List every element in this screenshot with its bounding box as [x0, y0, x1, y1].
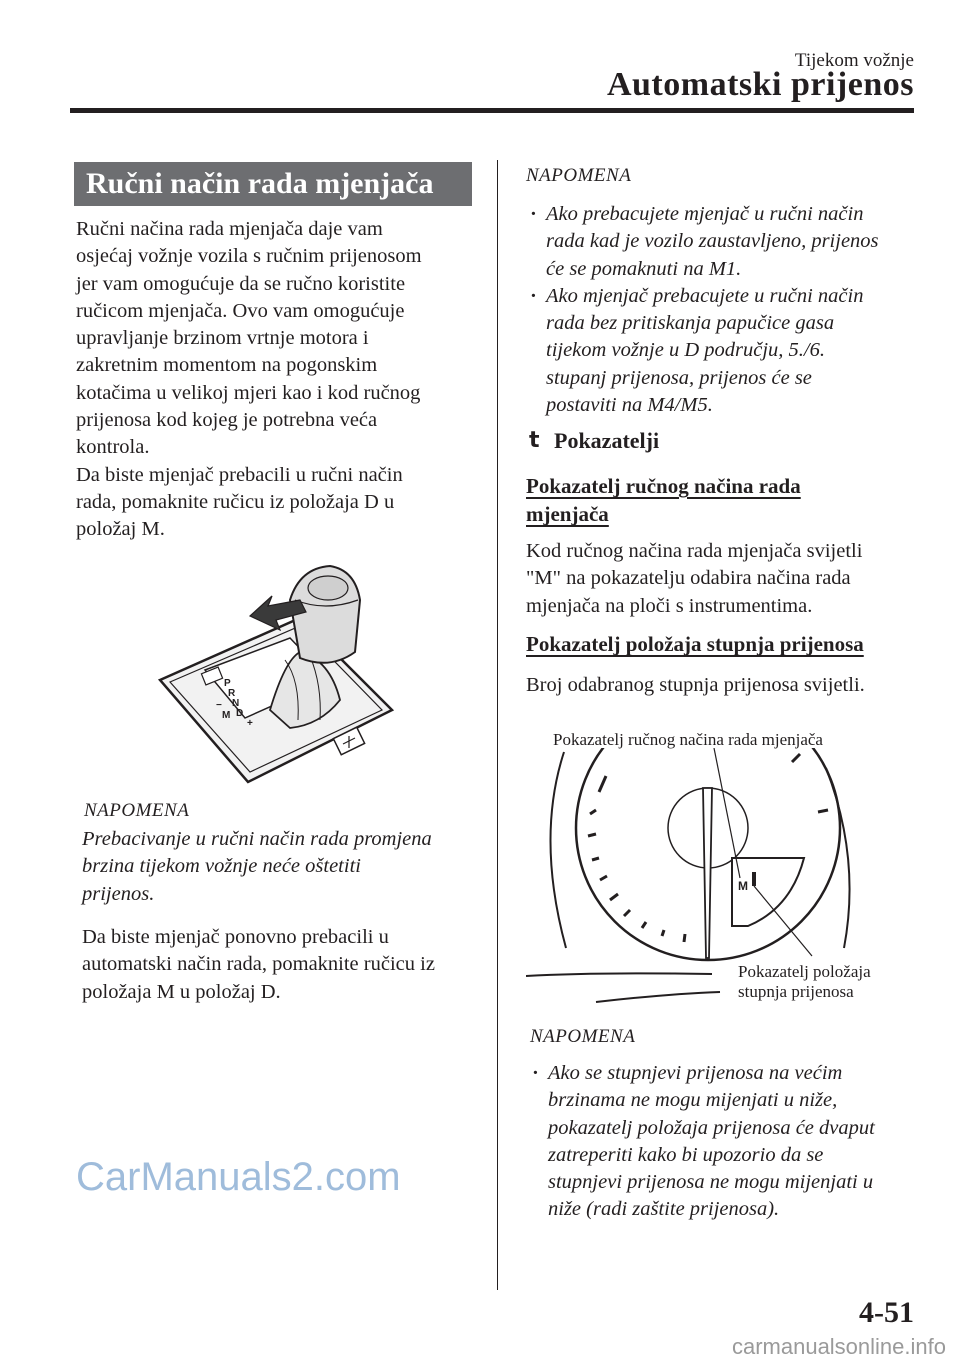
- gate-label: R: [228, 688, 236, 699]
- text-line: upravljanje brzinom vrtnje motora i: [76, 327, 369, 350]
- text-line: ručicom mjenjača. Ovo vam omogućuje: [76, 299, 405, 322]
- watermark-logo: CarManuals2.com: [76, 1155, 401, 1199]
- gear-position-digit: [752, 872, 756, 886]
- text-line: brzinama ne mogu mijenjati u niže,: [548, 1089, 838, 1112]
- text-line: pokazatelj položaja prijenosa će dvaput: [548, 1116, 875, 1139]
- running-header-title: Automatski prijenos: [606, 66, 914, 103]
- section-title: Ručni način rada mjenjača: [74, 162, 472, 206]
- text-line: stupnja prijenosa: [738, 982, 854, 1001]
- indicators-heading: Pokazatelji: [554, 428, 660, 453]
- gate-label: P: [224, 678, 231, 689]
- text-line: rada kad je vozilo zaustavljeno, prijenos: [546, 230, 879, 253]
- text-line: · Ako mjenjač prebacujete u ručni način: [546, 284, 864, 307]
- text-line: · Ako se stupnjevi prijenosa na većim: [548, 1062, 843, 1084]
- callout-gear-position: [738, 962, 871, 1002]
- text-line: rada, pomaknite ručicu iz položaja D u: [76, 490, 395, 513]
- text-line: položaja M u položaj D.: [82, 980, 281, 1003]
- text-line: niže (radi zaštite prijenosa).: [548, 1198, 780, 1221]
- leader-line-top: [714, 748, 740, 878]
- gate-label: M: [222, 710, 231, 721]
- text-line: Prebacivanje u ručni način rada promjena: [82, 828, 432, 850]
- text-line: Da biste mjenjač ponovno prebacili u: [82, 926, 389, 948]
- heading-marker: t: [529, 428, 540, 453]
- dash-line-upper: [526, 973, 712, 976]
- shift-lever-illustration: [150, 560, 400, 790]
- text-line: zakretnim momentom na pogonskim: [76, 354, 378, 377]
- text-line: rada bez pritiskanja papučice gasa: [546, 312, 835, 335]
- text-line: mjenjača na ploči s instrumentima.: [526, 594, 813, 617]
- text-line: položaj M.: [76, 518, 165, 541]
- gate-label: −: [216, 700, 222, 711]
- callout-manual-mode: Pokazatelj ručnog načina rada mjenjača: [553, 730, 823, 749]
- text-line: Da biste mjenjač prebacili u ručni način: [76, 463, 403, 486]
- text-line: zatreperiti kako bi upozorio da se: [548, 1143, 824, 1166]
- text-line: će se pomaknuti na M1.: [546, 257, 742, 280]
- knob-top: [308, 576, 348, 600]
- subheading-manual-mode-indicator: [526, 472, 801, 528]
- watermark-url: carmanualsonline.info: [731, 1334, 946, 1359]
- gate-label: +: [247, 718, 253, 729]
- gauge-needle: [703, 788, 712, 958]
- text-line: stupanj prijenosa, prijenos će se: [546, 366, 812, 389]
- note-bullets: [530, 1060, 930, 1224]
- note-bullets: [528, 201, 928, 419]
- note-text: [82, 826, 492, 908]
- text-line: kotačima u velikoj mjeri kao i kod ručnog: [76, 381, 421, 404]
- text-line: mjenjača: [526, 502, 609, 526]
- text-line: "M" na pokazatelju odabira načina rada: [526, 567, 851, 590]
- dash-line-lower: [596, 992, 720, 1002]
- gear-position-indicator-text: Broj odabranog stupnja prijenosa svijetli.: [526, 674, 865, 696]
- note-bullet: [530, 1060, 930, 1224]
- text-line: prijenos.: [82, 882, 155, 905]
- text-line: automatski način rada, pomaknite ručicu iz: [82, 953, 435, 976]
- text-line: brzina tijekom vožnje neće oštetiti: [82, 855, 361, 878]
- gate-label: N: [232, 698, 240, 709]
- running-header-section: Tijekom vožnje: [794, 50, 914, 71]
- manual-mode-indicator-letter: M: [738, 879, 748, 893]
- note-heading: NAPOMENA: [526, 165, 632, 186]
- text-line: Pokazatelj ručnog načina rada: [526, 474, 801, 498]
- text-line: jer vam omogućuje da se ručno koristite: [76, 272, 406, 295]
- note-heading: NAPOMENA: [84, 800, 190, 821]
- note-heading: NAPOMENA: [530, 1026, 636, 1047]
- cluster-outer-arc-left: [550, 752, 566, 948]
- intro-paragraph: [76, 216, 486, 544]
- note-bullet: [528, 283, 928, 419]
- text-line: Ručni načina rada mjenjača daje vam: [76, 218, 383, 240]
- text-line: stupnjevi prijenosa ne mogu mijenjati u: [548, 1171, 874, 1194]
- text-line: Pokazatelj položaja: [738, 962, 871, 981]
- page-number: 4-51: [859, 1296, 914, 1329]
- subheading-gear-position-indicator: Pokazatelj položaja stupnja prijenosa: [526, 632, 864, 656]
- text-line: · Ako prebacujete mjenjač u ručni način: [546, 203, 864, 225]
- text-line: Kod ručnog načina rada mjenjača svijetli: [526, 540, 863, 562]
- return-paragraph: [82, 924, 492, 1006]
- note-bullet: [528, 201, 928, 283]
- text-line: prijenosa kod kojeg je potrebna veća: [76, 409, 378, 432]
- text-line: tijekom vožnje u D području, 5./6.: [546, 339, 825, 362]
- text-line: kontrola.: [76, 436, 150, 459]
- manual-mode-indicator-text: [526, 538, 936, 620]
- text-line: postaviti na M4/M5.: [546, 394, 713, 417]
- column-divider: [497, 160, 498, 1290]
- header-rule: [70, 108, 914, 113]
- text-line: osjećaj vožnje vozila s ručnim prijenosom: [76, 245, 422, 268]
- gate-label: D: [236, 708, 244, 719]
